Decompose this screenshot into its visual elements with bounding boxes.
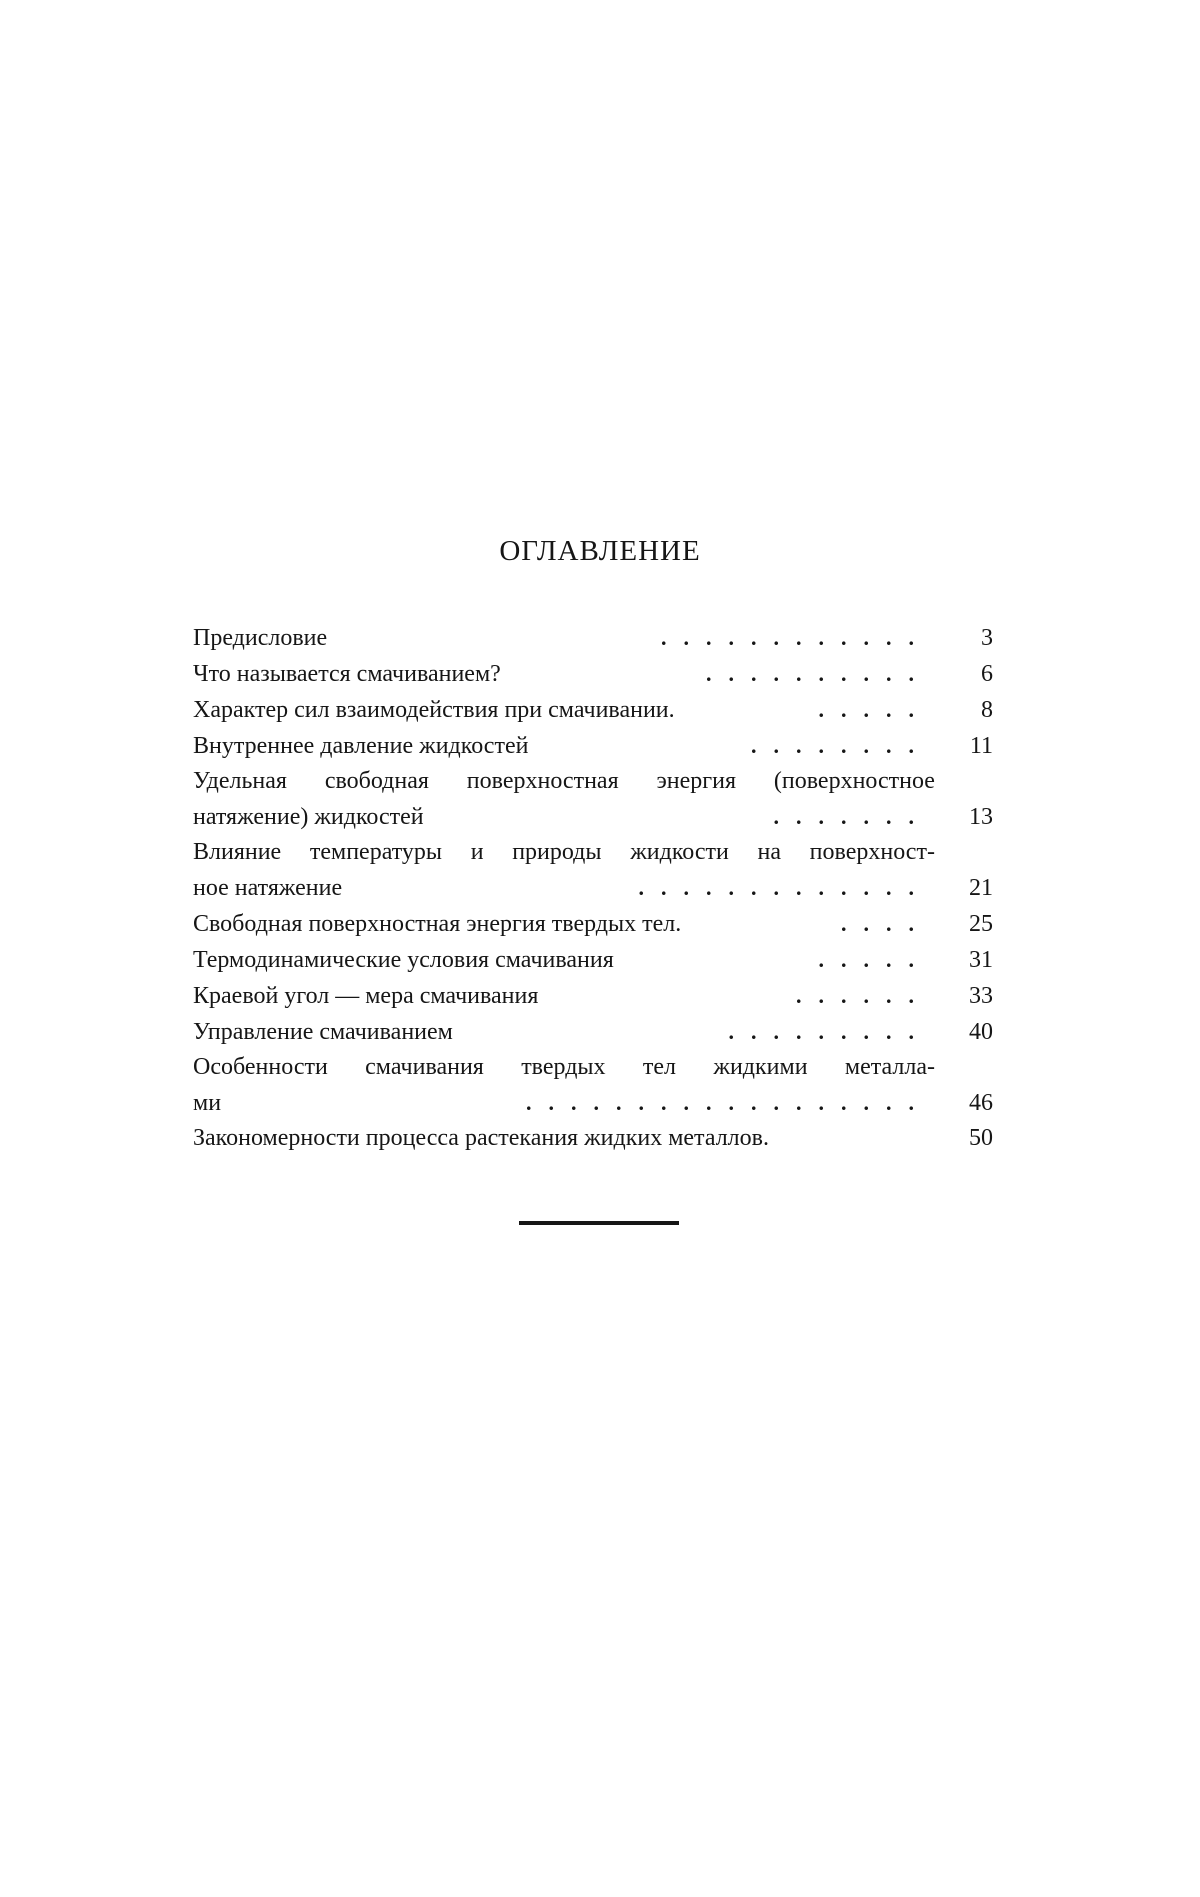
toc-entry-line <box>193 1121 993 1156</box>
toc-entry-line <box>193 835 935 870</box>
toc-entry-line <box>193 764 935 799</box>
toc-entry <box>193 978 993 1014</box>
toc-entry-text: Закономерности процесса растекания жидких металлов. <box>193 1125 769 1151</box>
toc-entry-line <box>193 656 993 692</box>
dot-leader: ....... <box>773 804 931 829</box>
toc-page-number: 40 <box>969 1019 993 1045</box>
dot-leader: .......... <box>706 661 931 686</box>
toc-page-number: 50 <box>969 1125 993 1151</box>
toc-entry-text: Краевой угол — мера смачивания <box>193 983 539 1009</box>
toc-entry-text: Характер сил взаимодействия при смачивании. <box>193 697 675 723</box>
toc-entry <box>193 1121 993 1156</box>
toc-entry <box>193 620 993 656</box>
toc-entry-text: Что называется смачиванием? <box>193 661 501 687</box>
toc-entry-line <box>193 978 993 1014</box>
toc-entry <box>193 835 993 906</box>
closing-rule <box>519 1221 679 1225</box>
dot-leader: ..... <box>818 697 931 722</box>
toc-entry-line <box>193 1050 935 1085</box>
toc-entry-text: натяжение) жидкостей <box>193 804 424 830</box>
toc-entry-text: ное натяжение <box>193 875 343 901</box>
toc-page-number: 31 <box>969 947 993 973</box>
toc-entry-line <box>193 799 993 835</box>
toc-entry-text: Влияние температуры и природы жидкости на поверхност- <box>193 839 935 865</box>
toc-entry-text: ми <box>193 1090 222 1116</box>
toc-entry-text: Термодинамические условия смачивания <box>193 947 614 973</box>
toc-page-number: 25 <box>969 911 993 937</box>
toc-page-number: 21 <box>969 875 993 901</box>
toc-entry <box>193 1050 993 1121</box>
toc-entry <box>193 656 993 692</box>
dot-leader: ......... <box>728 1019 931 1044</box>
toc-title: ОГЛАВЛЕНИЕ <box>499 535 701 567</box>
toc-entry-text: Предисловие <box>193 625 328 651</box>
dot-leader: ..... <box>818 947 931 972</box>
dot-leader: ........ <box>751 733 931 758</box>
toc-list <box>193 620 993 1156</box>
toc-entry-line <box>193 728 993 764</box>
toc-entry-line <box>193 620 993 656</box>
dot-leader: ............. <box>638 875 931 900</box>
toc-entry-text: Особенности смачивания твердых тел жидкими металла- <box>193 1054 935 1080</box>
toc-entry-text: Внутреннее давление жидкостей <box>193 733 529 759</box>
dot-leader: .... <box>841 911 931 936</box>
toc-entry-line <box>193 906 993 942</box>
toc-entry-line <box>193 692 993 728</box>
toc-entry-text: Управление смачиванием <box>193 1019 453 1045</box>
toc-entry-line <box>193 1014 993 1050</box>
toc-entry-text: Свободная поверхностная энергия твердых тел. <box>193 911 682 937</box>
toc-page-number: 13 <box>969 804 993 830</box>
dot-leader: ............ <box>661 625 931 650</box>
toc-entry <box>193 1014 993 1050</box>
toc-entry <box>193 906 993 942</box>
toc-entry-line <box>193 942 993 978</box>
toc-page-number: 8 <box>981 697 993 723</box>
toc-entry <box>193 942 993 978</box>
toc-page-number: 11 <box>969 733 993 759</box>
toc-entry <box>193 764 993 835</box>
toc-entry-line <box>193 1085 993 1121</box>
toc-page-number: 46 <box>969 1090 993 1116</box>
toc-page-number: 33 <box>969 983 993 1009</box>
dot-leader: ...... <box>796 983 931 1008</box>
toc-entry <box>193 692 993 728</box>
toc-page-number: 3 <box>981 625 993 651</box>
toc-entry <box>193 728 993 764</box>
dot-leader: .................. <box>526 1090 931 1115</box>
toc-entry-text: Удельная свободная поверхностная энергия (поверхностное <box>193 768 935 794</box>
toc-entry-line <box>193 870 993 906</box>
toc-page-number: 6 <box>981 661 993 687</box>
